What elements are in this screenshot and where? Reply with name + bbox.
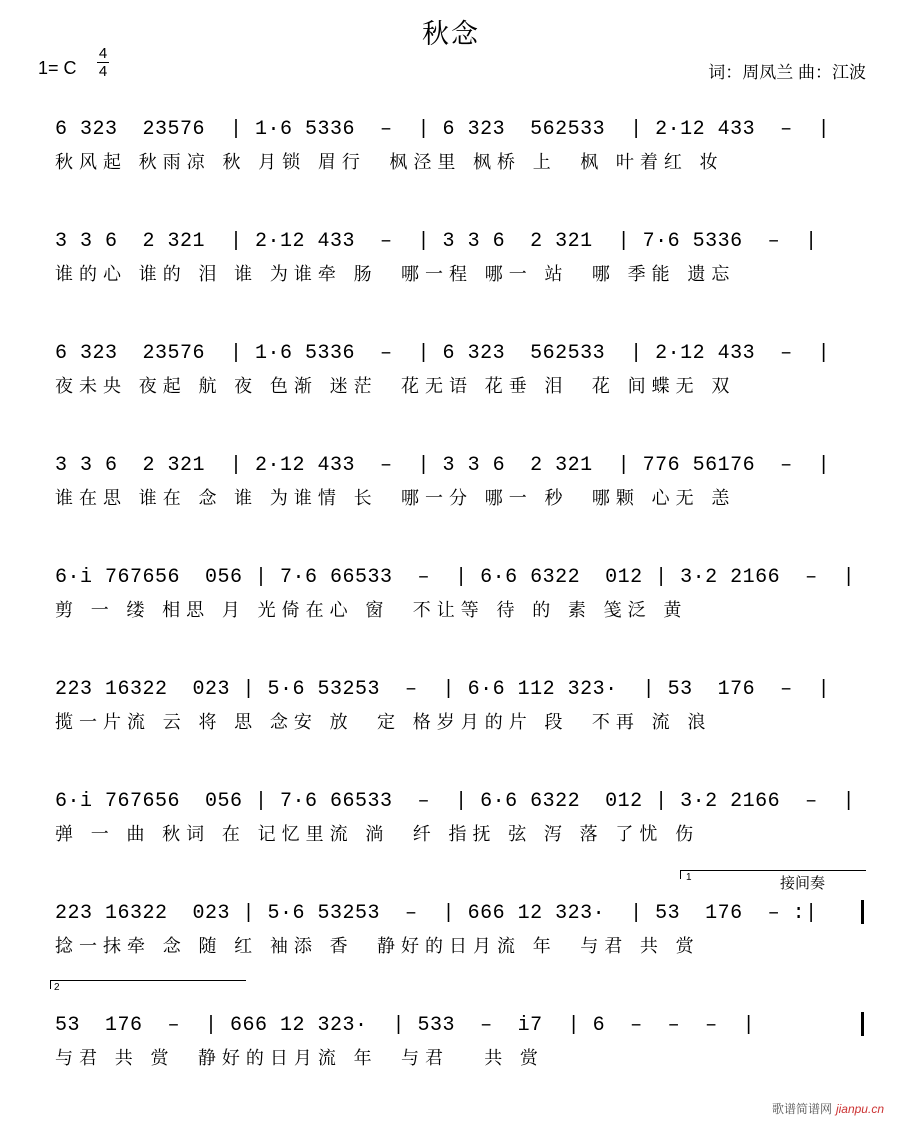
lyrics-line: 捻一抹牵 念 随 红 袖添 香 静好的日月流 年 与君 共 赏: [55, 936, 700, 957]
watermark-site: 歌谱简谱网: [771, 1102, 832, 1116]
credits: 词：周凤兰 曲：江波: [708, 63, 866, 82]
lyrics-line: 与君 共 赏 静好的日月流 年 与君 共 赏: [55, 1048, 544, 1069]
volta-number-2: 2: [54, 982, 60, 993]
lyrics-line: 谁的心 谁的 泪 谁 为谁牵 肠 哪一程 哪一 站 哪 季能 遗忘: [55, 264, 736, 285]
lyrics-line: 秋风起 秋雨凉 秋 月锁 眉行 枫泾里 枫桥 上 枫 叶着红 妆: [55, 152, 724, 173]
watermark-url: jianpu.cn: [835, 1102, 884, 1116]
time-signature-bottom: 4: [98, 63, 108, 80]
notation-line: 3 3 6 2 321 | 2·12 433 – | 3 3 6 2 321 | 7·6 5336 – |: [55, 230, 818, 253]
notation-line: 6·i 767656 056 | 7·6 66533 – | 6·6 6322 012 | 3·2 2166 – |: [55, 790, 856, 813]
volta-number-1: 1: [686, 872, 692, 883]
notation-line: 6 323 23576 | 1·6 5336 – | 6 323 562533 | 2·12 433 – |: [55, 342, 831, 365]
notation-line: 3 3 6 2 321 | 2·12 433 – | 3 3 6 2 321 | 776 56176 – |: [55, 454, 831, 477]
lyrics-line: 弹 一 曲 秋词 在 记忆里流 淌 纤 指抚 弦 泻 落 了忧 伤: [55, 824, 700, 845]
notation-line: 6·i 767656 056 | 7·6 66533 – | 6·6 6322 012 | 3·2 2166 – |: [55, 566, 856, 589]
lyrics-line: 谁在思 谁在 念 谁 为谁情 长 哪一分 哪一 秒 哪颗 心无 恙: [55, 488, 736, 509]
notation-line: 223 16322 023 | 5·6 53253 – | 6·6 112 323· | 53 176 – |: [55, 678, 831, 701]
time-signature: [97, 46, 109, 79]
notation-line: 223 16322 023 | 5·6 53253 – | 666 12 323· | 53 176 – :|: [55, 902, 818, 925]
lyrics-line: 夜未央 夜起 航 夜 色渐 迷茫 花无语 花垂 泪 花 间蝶无 双: [55, 376, 736, 397]
volta-label-interlude: 接间奏: [780, 875, 826, 892]
notation-line: 6 323 23576 | 1·6 5336 – | 6 323 562533 | 2·12 433 – |: [55, 118, 831, 141]
final-barline: [861, 1012, 864, 1036]
notation-line: 53 176 – | 666 12 323· | 533 – i7 | 6 – – – |: [55, 1014, 756, 1037]
song-title: 秋念: [422, 19, 480, 49]
key-signature: 1= C: [38, 58, 77, 78]
volta-bracket-1: [680, 870, 866, 879]
watermark: [772, 1100, 884, 1117]
lyrics-line: 剪 一 缕 相思 月 光倚在心 窗 不让等 待 的 素 笺泛 黄: [55, 600, 688, 621]
volta-bracket-2: [50, 980, 246, 989]
time-signature-top: 4: [98, 45, 108, 62]
lyrics-line: 揽一片流 云 将 思 念安 放 定 格岁月的片 段 不再 流 浪: [55, 712, 712, 733]
repeat-barline: [861, 900, 864, 924]
